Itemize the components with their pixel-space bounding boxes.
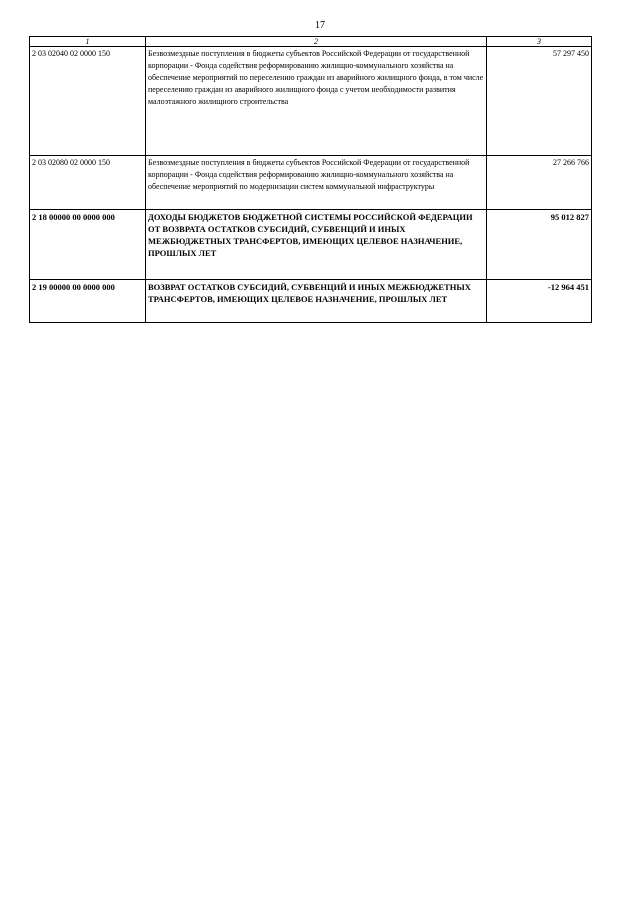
column-header-2: 2 bbox=[146, 37, 487, 47]
revenue-description: ВОЗВРАТ ОСТАТКОВ СУБСИДИЙ, СУБВЕНЦИЙ И ИНЫХ МЕЖБЮДЖЕТНЫХ ТРАНСФЕРТОВ, ИМЕЮЩИХ ЦЕЛЕВОЕ НАЗНАЧЕНИЕ, ПРОШЛЫХ ЛЕТ bbox=[146, 280, 487, 323]
budget-code: 2 19 00000 00 0000 000 bbox=[30, 280, 146, 323]
revenue-description: Безвозмездные поступления в бюджеты субъектов Российской Федерации от государственной корпорации - Фонда содействия реформированию жилищно-коммунального хозяйства на обеспечение мероприятий по модернизации систем коммунальной инфраструктуры bbox=[146, 156, 487, 210]
revenue-amount: -12 964 451 bbox=[487, 280, 592, 323]
table-header-row bbox=[30, 37, 592, 47]
revenue-amount: 27 266 766 bbox=[487, 156, 592, 210]
table-row bbox=[30, 210, 592, 280]
budget-code: 2 03 02040 02 0000 150 bbox=[30, 47, 146, 156]
column-header-1: 1 bbox=[30, 37, 146, 47]
table-row bbox=[30, 47, 592, 156]
revenue-description: Безвозмездные поступления в бюджеты субъектов Российской Федерации от государственной корпорации - Фонда содействия реформированию жилищно-коммунального хозяйства на обеспечение мероприятий по переселению граждан из аварийного жилищного фонда, в том числе переселению граждан из аварийного жилищного фонда с учетом необходимости развития малоэтажного жилищного строительства bbox=[146, 47, 487, 156]
budget-revenue-table bbox=[29, 36, 592, 323]
table-row bbox=[30, 280, 592, 323]
page-number: 17 bbox=[315, 20, 325, 31]
budget-code: 2 18 00000 00 0000 000 bbox=[30, 210, 146, 280]
revenue-amount: 95 012 827 bbox=[487, 210, 592, 280]
column-header-3: 3 bbox=[487, 37, 592, 47]
revenue-description: ДОХОДЫ БЮДЖЕТОВ БЮДЖЕТНОЙ СИСТЕМЫ РОССИЙСКОЙ ФЕДЕРАЦИИ ОТ ВОЗВРАТА ОСТАТКОВ СУБСИДИЙ, СУБВЕНЦИЙ И ИНЫХ МЕЖБЮДЖЕТНЫХ ТРАНСФЕРТОВ, ИМЕЮЩИХ ЦЕЛЕВОЕ НАЗНАЧЕНИЕ, ПРОШЛЫХ ЛЕТ bbox=[146, 210, 487, 280]
table-row bbox=[30, 156, 592, 210]
revenue-amount: 57 297 450 bbox=[487, 47, 592, 156]
budget-code: 2 03 02080 02 0000 150 bbox=[30, 156, 146, 210]
